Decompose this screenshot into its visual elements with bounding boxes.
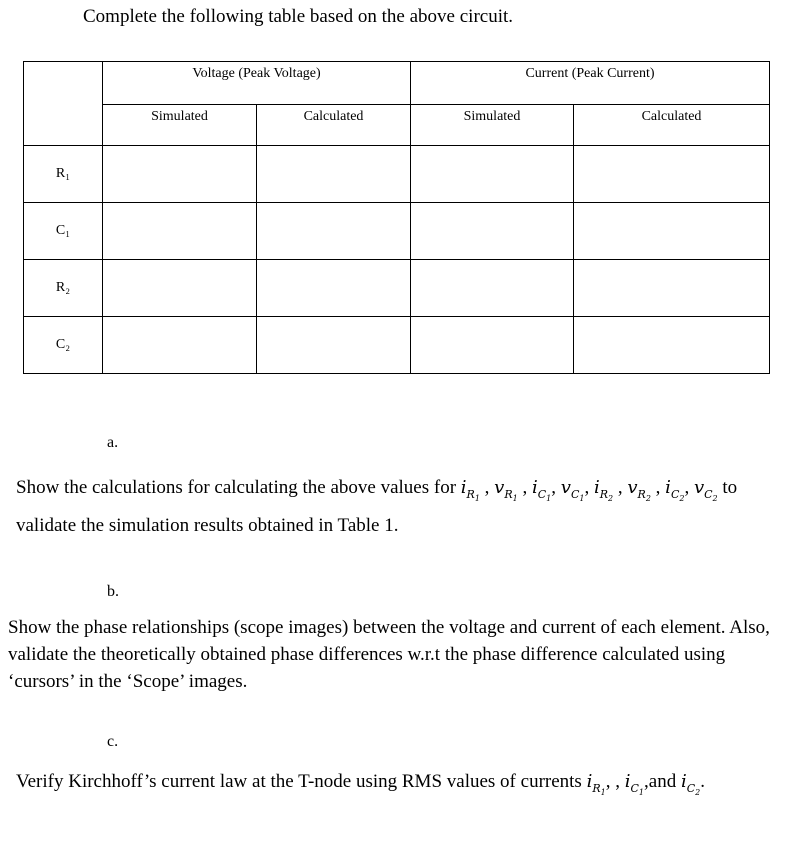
table-cell[interactable] xyxy=(574,203,770,260)
table-row xyxy=(24,203,770,260)
section-c-letter: c. xyxy=(107,733,119,750)
row-label-r2: R₂ xyxy=(24,260,103,317)
table-cell[interactable] xyxy=(411,317,574,374)
intro-text: Complete the following table based on the above circuit. xyxy=(83,6,514,27)
table-row xyxy=(24,260,770,317)
section-c-text: Verify Kirchhoff’s current law at the T-node using RMS values of currents $i_{R_1}$, , $i_{C_1},and$ $i_{C_2}$. xyxy=(16,771,705,797)
table-cell[interactable] xyxy=(103,146,257,203)
table-cell[interactable] xyxy=(257,146,411,203)
row-label-c2: C₂ xyxy=(24,317,103,374)
table-cell[interactable] xyxy=(103,317,257,374)
current-group-header: Current (Peak Current) xyxy=(411,62,770,105)
table-cell[interactable] xyxy=(574,260,770,317)
current-calculated-header: Calculated xyxy=(574,105,770,146)
table-cell[interactable] xyxy=(574,146,770,203)
table-cell[interactable] xyxy=(103,260,257,317)
section-b-text: Show the phase relationships (scope images) between the voltage and current of each element. Also, validate the theoretically obtained phase differences w.r.t the phase difference calculated using ‘cursors’ in the ‘Scope’ images. xyxy=(8,617,770,692)
table-cell[interactable] xyxy=(411,146,574,203)
table-cell[interactable] xyxy=(411,260,574,317)
voltage-group-header: Voltage (Peak Voltage) xyxy=(103,62,411,105)
section-a-text: Show the calculations for calculating the above values for $i_{R_1}$ , $v_{R_1}$ , $i_{C_1}$, $v_{C_1}$, $i_{R_2}$ , $v_{R_2}$ , $i_{C_2}$, $v_{C_2}$ to validate the simulation results obtained in Table 1. xyxy=(16,477,738,536)
table-cell[interactable] xyxy=(574,317,770,374)
table-cell[interactable] xyxy=(257,203,411,260)
row-label-r1: R₁ xyxy=(24,146,103,203)
section-b-letter: b. xyxy=(107,583,119,600)
results-table xyxy=(23,61,770,374)
current-simulated-header: Simulated xyxy=(411,105,574,146)
row-label-c1: C₁ xyxy=(24,203,103,260)
voltage-calculated-header: Calculated xyxy=(257,105,411,146)
table-row xyxy=(24,317,770,374)
table-cell[interactable] xyxy=(411,203,574,260)
table-cell[interactable] xyxy=(257,260,411,317)
table-cell[interactable] xyxy=(257,317,411,374)
table-cell[interactable] xyxy=(103,203,257,260)
table-row xyxy=(24,146,770,203)
corner-cell xyxy=(24,62,103,146)
section-a-letter: a. xyxy=(107,434,119,451)
voltage-simulated-header: Simulated xyxy=(103,105,257,146)
